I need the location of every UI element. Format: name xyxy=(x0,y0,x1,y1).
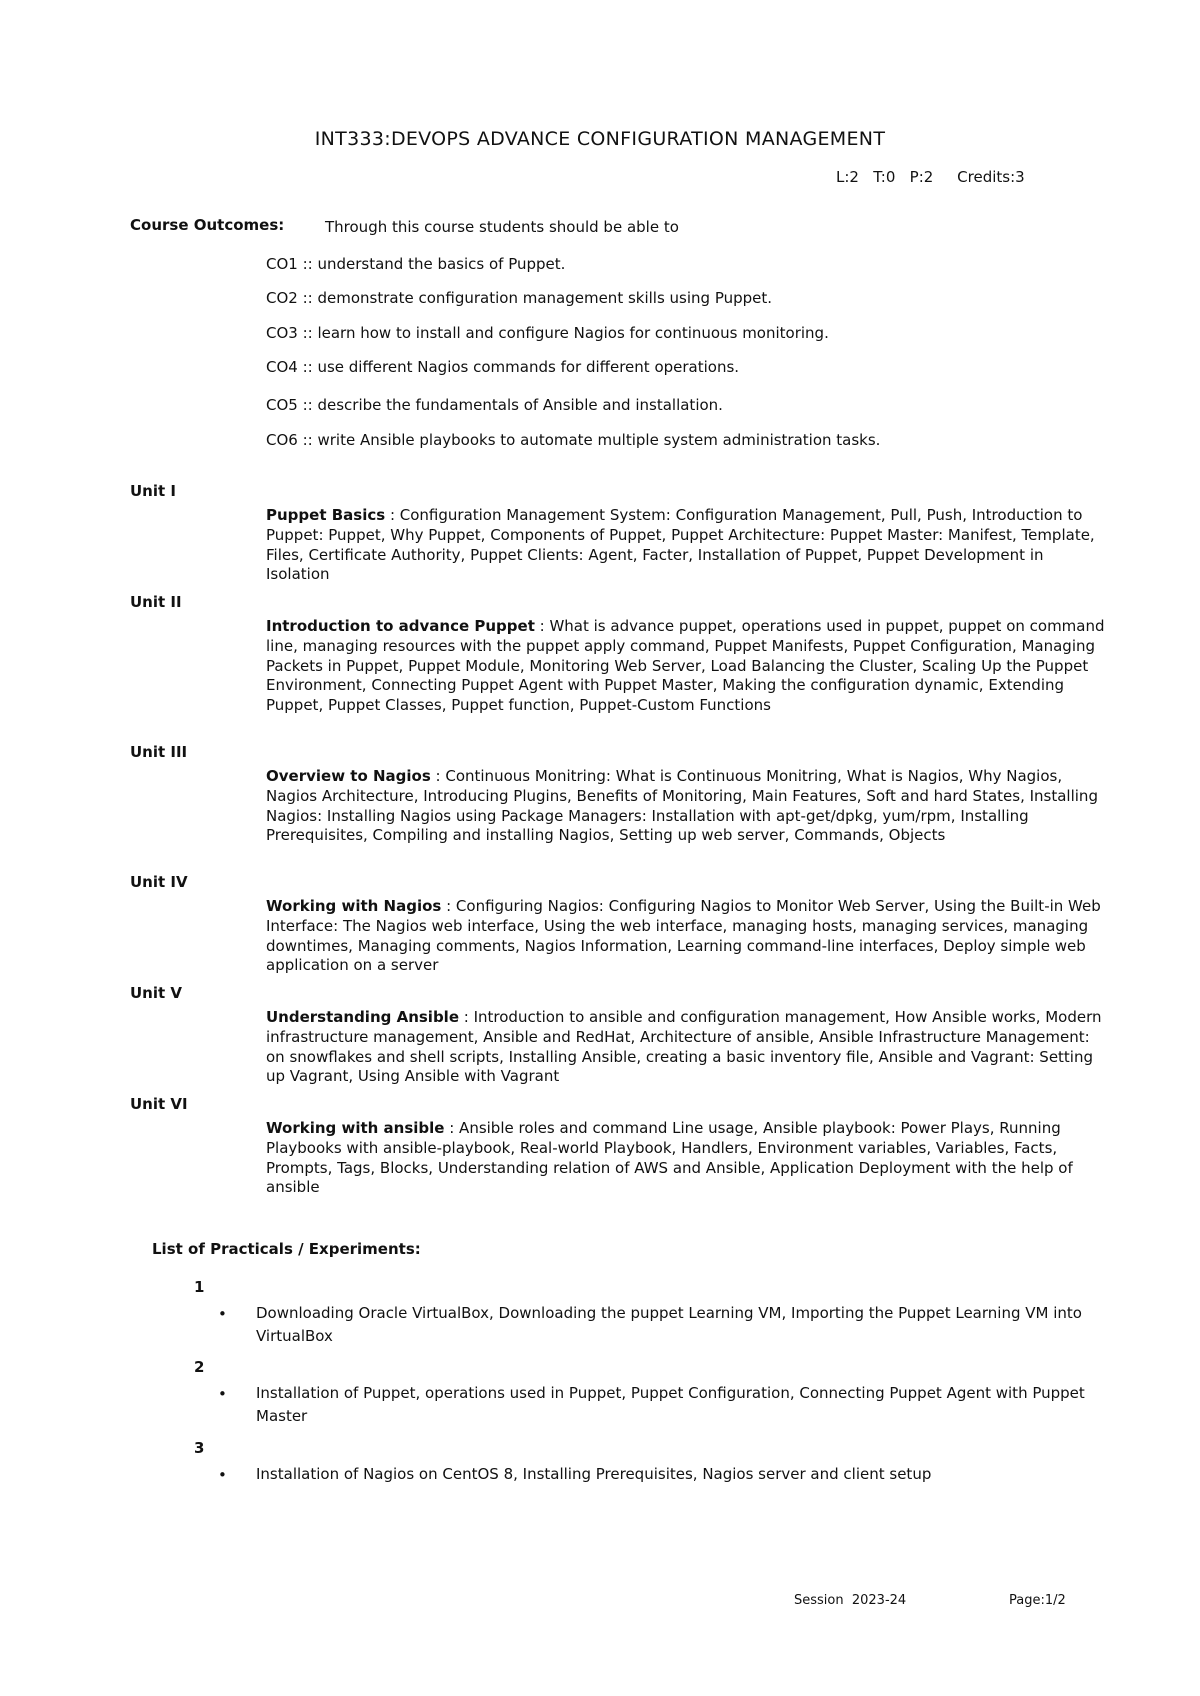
unit-body-5 xyxy=(266,1008,1106,1087)
course-outcomes-label: Course Outcomes: xyxy=(130,216,285,234)
bullet-icon: • xyxy=(218,1385,227,1403)
footer-session: Session 2023-24 xyxy=(794,1593,907,1608)
unit-body-2 xyxy=(266,617,1106,716)
unit-body-6 xyxy=(266,1119,1106,1198)
unit-heading-3: Overview to Nagios xyxy=(266,767,431,785)
unit-body-4 xyxy=(266,897,1106,976)
credits-line: L:2 T:0 P:2 Credits:3 xyxy=(836,168,1025,186)
unit-label-6: Unit VI xyxy=(130,1095,188,1113)
outcome-co2: CO2 :: demonstrate configuration management skills using Puppet. xyxy=(266,289,773,307)
unit-body-1 xyxy=(266,506,1106,585)
practical-number-3: 3 xyxy=(194,1439,205,1457)
unit-heading-5: Understanding Ansible xyxy=(266,1008,459,1026)
unit-body-3 xyxy=(266,767,1106,846)
unit-text-4: : Configuring Nagios: Configuring Nagios to Monitor Web Server, Using the Built-in Web Interface: The Nagios web interface, Using the web interface, managing hosts, managing services, managing downtimes, Managing comments, Nagios Information, Learning command-line interfaces, Deploy simple web application on a server xyxy=(266,897,1101,975)
unit-text-5: : Introduction to ansible and configuration management, How Ansible works, Modern infrastructure management, Ansible and RedHat, Architecture of ansible, Ansible Infrastructure Management: on snowflakes and shell scripts, Installing Ansible, creating a basic inventory file, Ansible and Vagrant: Setting up Vagrant, Using Ansible with Vagrant xyxy=(266,1008,1102,1086)
bullet-icon: • xyxy=(218,1466,227,1484)
unit-text-2: : What is advance puppet, operations used in puppet, puppet on command line, managing resources with the puppet apply command, Puppet Manifests, Puppet Configuration, Managing Packets in Puppet, Puppet Module, Monitoring Web Server, Load Balancing the Cluster, Scaling Up the Puppet Environment, Connecting Puppet Agent with Puppet Master, Making the configuration dynamic, Extending Puppet, Puppet Classes, Puppet function, Puppet-Custom Functions xyxy=(266,617,1105,715)
unit-heading-1: Puppet Basics xyxy=(266,506,386,524)
unit-label-5: Unit V xyxy=(130,984,183,1002)
unit-heading-2: Introduction to advance Puppet xyxy=(266,617,535,635)
unit-label-3: Unit III xyxy=(130,743,188,761)
unit-label-2: Unit II xyxy=(130,593,182,611)
outcome-co6: CO6 :: write Ansible playbooks to automate multiple system administration tasks. xyxy=(266,431,881,449)
bullet-icon: • xyxy=(218,1305,227,1323)
unit-heading-4: Working with Nagios xyxy=(266,897,442,915)
practical-text-1: Downloading Oracle VirtualBox, Downloading the puppet Learning VM, Importing the Puppet Learning VM into VirtualBox xyxy=(256,1304,1082,1345)
unit-label-1: Unit I xyxy=(130,482,176,500)
course-title: INT333:DEVOPS ADVANCE CONFIGURATION MANAGEMENT xyxy=(314,128,886,150)
outcome-co4: CO4 :: use different Nagios commands for different operations. xyxy=(266,358,740,376)
unit-heading-6: Working with ansible xyxy=(266,1119,445,1137)
footer-page-number: Page:1/2 xyxy=(1009,1593,1066,1608)
outcome-co5: CO5 :: describe the fundamentals of Ansible and installation. xyxy=(266,396,723,414)
unit-text-6: : Ansible roles and command Line usage, Ansible playbook: Power Plays, Running Playbooks with ansible-playbook, Real-world Playbook, Handlers, Environment variables, Variables, Facts, Prompts, Tags, Blocks, Understanding relation of AWS and Ansible, Application Deployment with the help of ansible xyxy=(266,1119,1073,1197)
practicals-heading: List of Practicals / Experiments: xyxy=(152,1240,421,1258)
outcome-co3: CO3 :: learn how to install and configure Nagios for continuous monitoring. xyxy=(266,324,829,342)
unit-text-1: : Configuration Management System: Configuration Management, Pull, Push, Introduction to Puppet: Puppet, Why Puppet, Components of Puppet, Puppet Architecture: Puppet Master: Manifest, Template, Files, Certificate Authority, Puppet Clients: Agent, Facter, Installation of Puppet, Puppet Development in Isolation xyxy=(266,506,1095,584)
practical-text-3: Installation of Nagios on CentOS 8, Installing Prerequisites, Nagios server and client setup xyxy=(256,1465,932,1483)
course-outcomes-intro: Through this course students should be able to xyxy=(325,218,679,236)
practical-number-1: 1 xyxy=(194,1278,205,1296)
practical-text-2: Installation of Puppet, operations used in Puppet, Puppet Configuration, Connecting Puppet Agent with Puppet Master xyxy=(256,1384,1085,1425)
unit-label-4: Unit IV xyxy=(130,873,188,891)
practical-number-2: 2 xyxy=(194,1358,205,1376)
unit-text-3: : Continuous Monitring: What is Continuous Monitring, What is Nagios, Why Nagios, Nagios Architecture, Introducing Plugins, Benefits of Monitoring, Main Features, Soft and hard States, Installing Nagios: Installing Nagios using Package Managers: Installation with apt-get/dpkg, yum/rpm, Installing Prerequisites, Compiling and installing Nagios, Setting up web server, Commands, Objects xyxy=(266,767,1098,845)
outcome-co1: CO1 :: understand the basics of Puppet. xyxy=(266,255,566,273)
